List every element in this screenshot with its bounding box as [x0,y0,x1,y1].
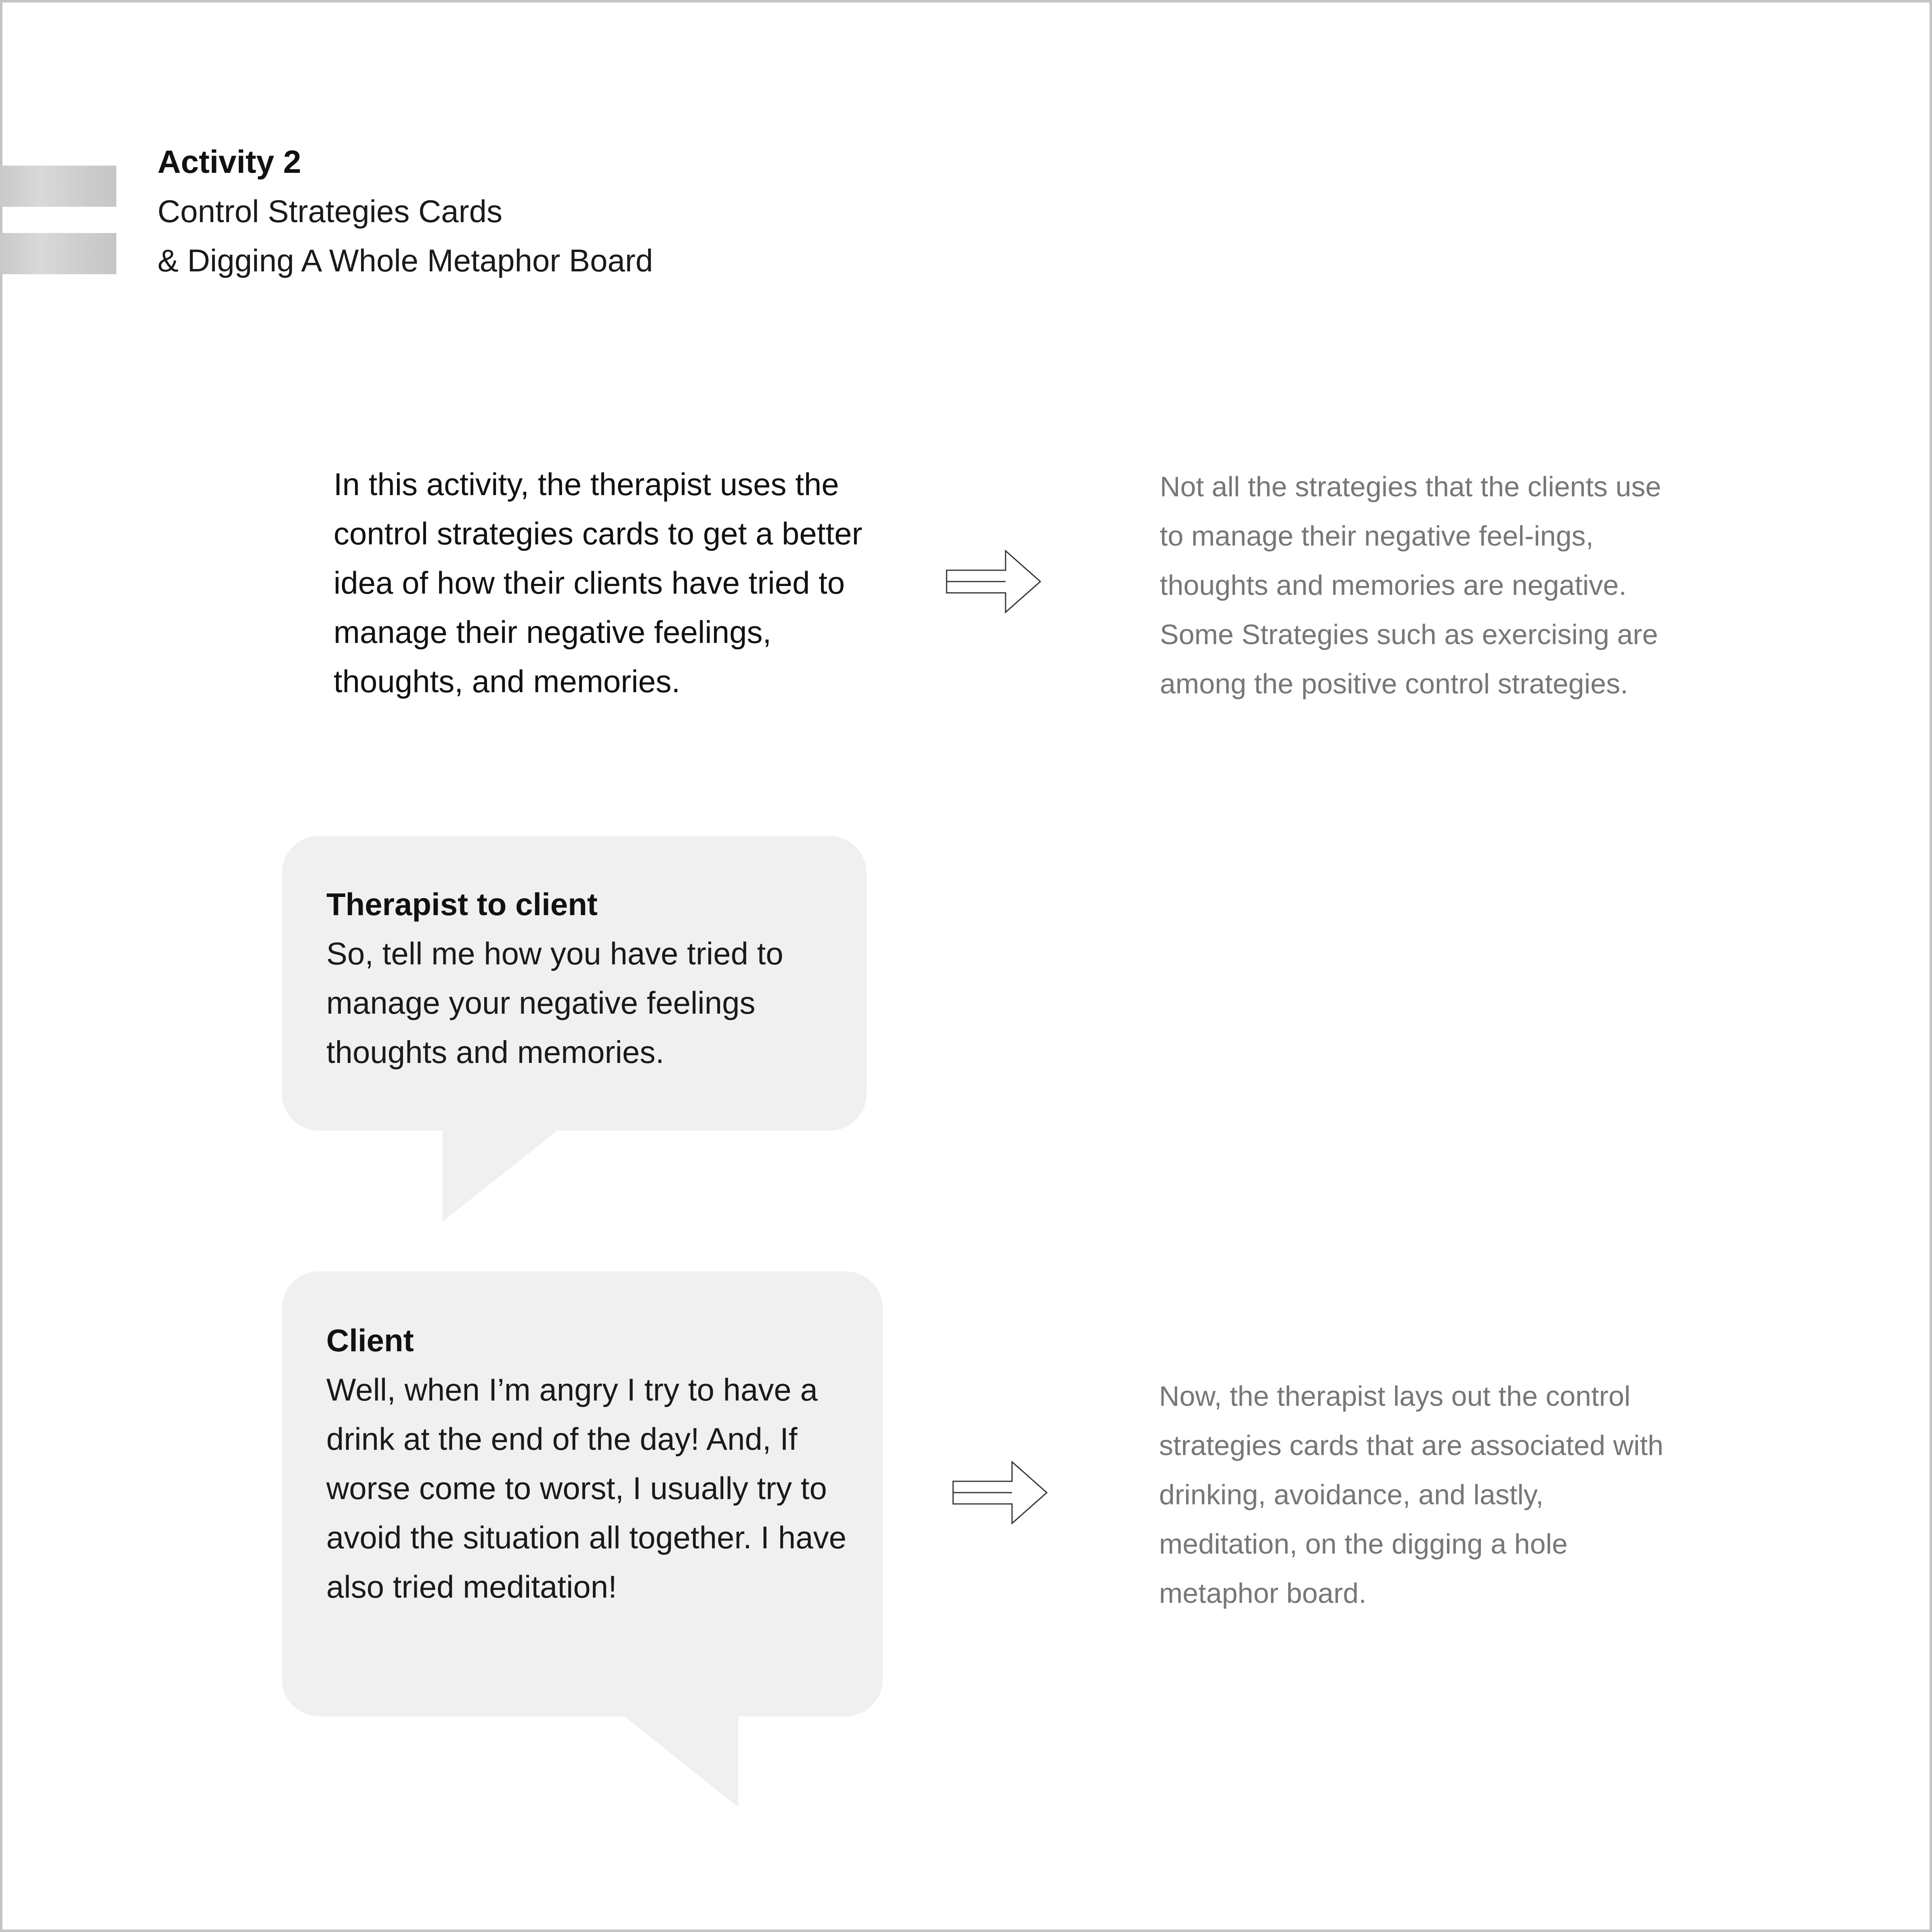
speech-tail-icon [622,1714,743,1807]
intro-paragraph: In this activity, the therapist uses the control strategies cards to get a better idea of how their clients have tried to manage their negative feelings, thoughts, and memories. [334,466,863,699]
therapist-speaker-label: Therapist to client [326,886,598,922]
side-note-positive-strategies: Not all the strategies that the clients use to manage their negative feel-ings, thoughts and memories are negative. Some Strategies such as exercising are among the positive control strategies. [1160,471,1661,699]
therapist-bubble-content [326,880,843,1077]
arrow-right-icon [951,1460,1048,1525]
client-bubble-content [326,1316,863,1611]
client-speech-text: Well, when I’m angry I try to have a drink at the end of the day! And, If worse come to worst, I usually try to avoid the situation all together. I have also tried meditation! [326,1372,846,1604]
client-speech-bubble [282,1271,883,1716]
decorative-tab-bottom [0,233,116,274]
therapist-speech-bubble [282,836,867,1131]
client-speaker-label: Client [326,1323,414,1358]
activity-subtitle-line-2: & Digging A Whole Metaphor Board [158,243,653,278]
activity-header [158,137,965,285]
therapist-speech-text: So, tell me how you have tried to manage your negative feelings thoughts and memories. [326,936,783,1070]
arrow-right-icon [945,549,1042,614]
side-note-board-layout: Now, the therapist lays out the control strategies cards that are associated with drinking, avoidance, and lastly, meditation, on the digging a hole metaphor board. [1159,1380,1663,1609]
decorative-tab-top [0,166,116,207]
speech-tail-icon [443,1129,560,1222]
activity-subtitle-line-1: Control Strategies Cards [158,193,503,229]
activity-title: Activity 2 [158,144,301,180]
